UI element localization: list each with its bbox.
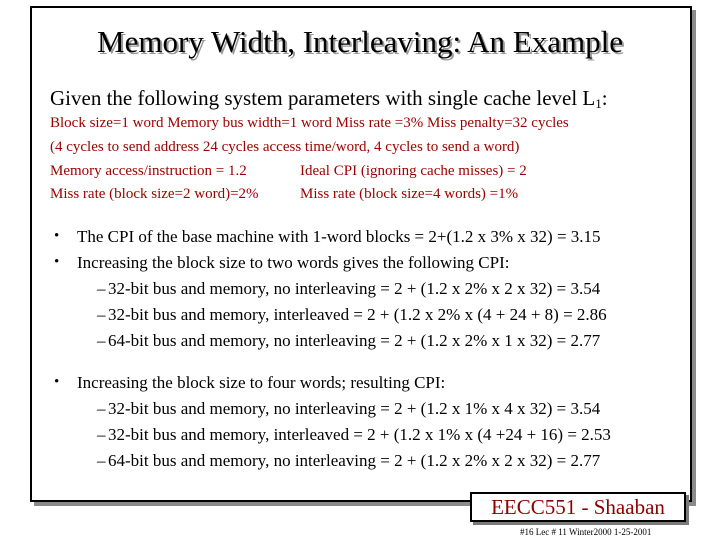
bullet-four-words: Increasing the block size to four words; resulting CPI: [77, 373, 446, 392]
bullet-two-words: Increasing the block size to two words gives the following CPI: [77, 253, 510, 272]
footer-course-label: EECC551 - Shaaban [470, 492, 686, 522]
sub-item: 32-bit bus and memory, no interleaving = 2 + (1.2 x 1% x 4 x 32) = 3.54 [108, 399, 601, 418]
param-row-2: (4 cycles to send address 24 cycles access time/word, 4 cycles to send a word) [50, 139, 520, 155]
dash-marker: – [97, 331, 106, 350]
param-row-1: Block size=1 word Memory bus width=1 word Miss rate =3% Miss penalty=32 cycles [50, 115, 569, 131]
param-row-4-right: Miss rate (block size=4 words) =1% [300, 186, 519, 202]
given-subscript: 1 [595, 96, 602, 111]
given-heading [50, 88, 608, 110]
sub-item: 64-bit bus and memory, no interleaving = 2 + (1.2 x 2% x 2 x 32) = 2.77 [108, 451, 601, 470]
param-row-4-left: Miss rate (block size=2 word)=2% [50, 186, 259, 202]
footer-slide-note: #16 Lec # 11 Winter2000 1-25-2001 [520, 527, 652, 537]
sub-item: 32-bit bus and memory, no interleaving = 2 + (1.2 x 2% x 2 x 32) = 3.54 [108, 279, 601, 298]
dash-marker: – [97, 305, 106, 324]
dash-marker: – [97, 451, 106, 470]
dash-marker: – [97, 425, 106, 444]
given-text: Given the following system parameters with single cache level L [50, 86, 596, 110]
sub-item: 32-bit bus and memory, interleaved = 2 + (1.2 x 2% x (4 + 24 + 8) = 2.86 [108, 305, 607, 324]
param-row-3-left: Memory access/instruction = 1.2 [50, 163, 247, 179]
bullet-marker: • [54, 374, 60, 390]
sub-item: 32-bit bus and memory, interleaved = 2 + (1.2 x 1% x (4 +24 + 16) = 2.53 [108, 425, 611, 444]
bullet-base-cpi: The CPI of the base machine with 1-word blocks = 2+(1.2 x 3% x 32) = 3.15 [77, 227, 601, 246]
bullet-marker: • [54, 254, 60, 270]
dash-marker: – [97, 279, 106, 298]
param-row-3-right: Ideal CPI (ignoring cache misses) = 2 [300, 163, 527, 179]
dash-marker: – [97, 399, 106, 418]
given-suffix: : [601, 86, 608, 110]
bullet-marker: • [54, 228, 60, 244]
sub-item: 64-bit bus and memory, no interleaving = 2 + (1.2 x 2% x 1 x 32) = 2.77 [108, 331, 601, 350]
slide-title: Memory Width, Interleaving: An Example [97, 24, 623, 59]
